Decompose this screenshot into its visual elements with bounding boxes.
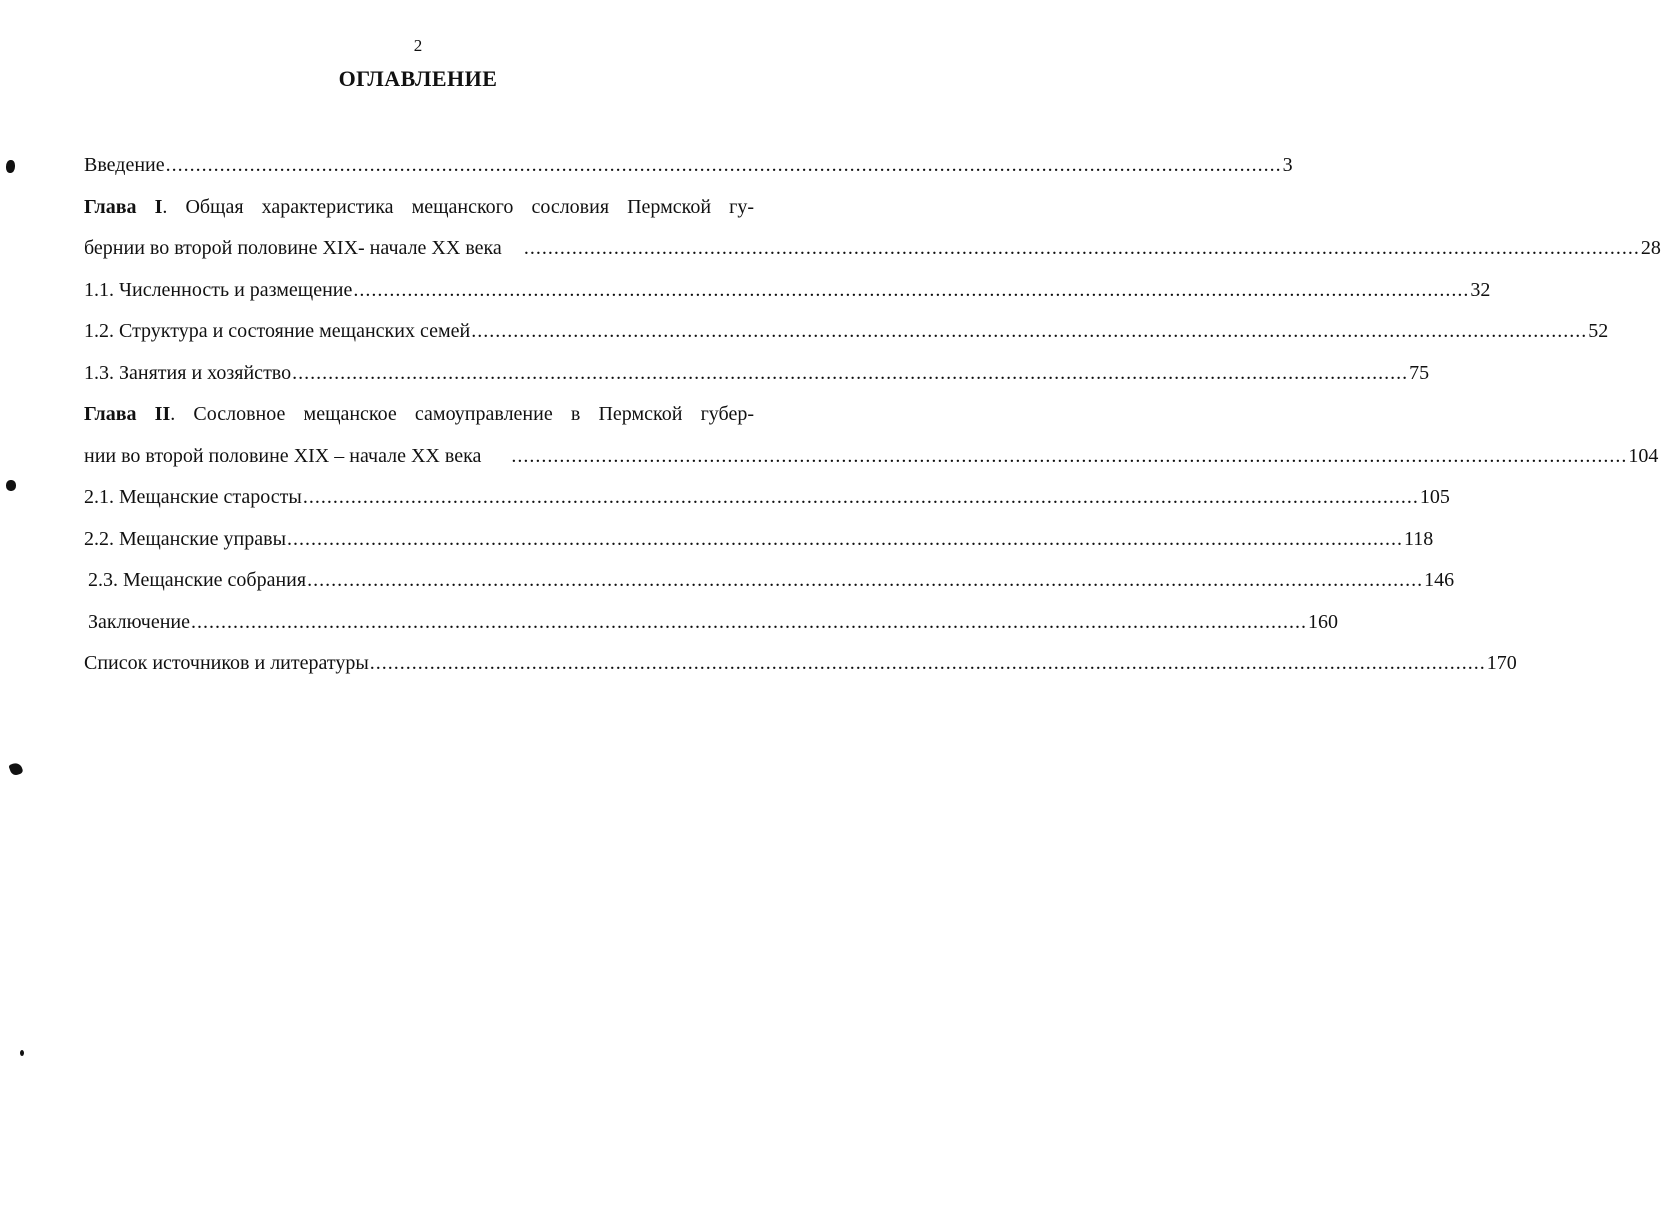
- toc-label: Заключение: [88, 610, 190, 633]
- page-number: 2: [413, 36, 423, 55]
- page-title: ОГЛАВЛЕНИЕ: [338, 66, 498, 91]
- scan-artifact: [20, 1050, 24, 1056]
- toc-label: Введение: [84, 154, 165, 176]
- toc-label: 2.2. Мещанские управы: [84, 527, 287, 550]
- toc-page: 28: [1640, 237, 1661, 259]
- dot-leader: ..........................................................................................................................................................................................: [165, 154, 1282, 176]
- chapter-1-line-1: [84, 187, 754, 229]
- chapter-1-title-end: бернии во второй половине XIX- начале XX века: [84, 237, 502, 259]
- dot-leader: ..........................................................................................................................................................................................: [523, 237, 1640, 259]
- toc-entry-2-3[interactable]: [84, 560, 1455, 602]
- toc-entry-sources[interactable]: [84, 643, 1517, 685]
- toc-entry-chapter-2[interactable]: [84, 394, 1659, 477]
- dot-leader: ..........................................................................................................................................................................................: [191, 610, 1307, 633]
- dot-leader: ..........................................................................................................................................................................................: [511, 444, 1628, 467]
- dot-leader: ..........................................................................................................................................................................................: [287, 527, 1404, 550]
- toc-entry-intro[interactable]: [84, 145, 1293, 187]
- toc-label: Список источников и литературы: [84, 652, 369, 674]
- chapter-2-line-1: [84, 394, 754, 436]
- scan-artifact: [8, 761, 23, 776]
- scan-artifact: [6, 160, 15, 173]
- dot-leader: ..........................................................................................................................................................................................: [471, 320, 1588, 342]
- toc-entry-1-2[interactable]: [84, 311, 1609, 353]
- chapter-1-line-2: [84, 228, 1661, 270]
- toc-page: 32: [1470, 278, 1491, 301]
- toc-entry-2-2[interactable]: [84, 519, 1434, 561]
- chapter-2-prefix: Глава II: [84, 403, 171, 425]
- toc-entry-1-3[interactable]: [84, 353, 1430, 395]
- toc-page: 52: [1588, 320, 1609, 342]
- toc-entry-chapter-1[interactable]: [84, 187, 1661, 270]
- dot-leader: ..........................................................................................................................................................................................: [369, 652, 1486, 674]
- dot-leader: ..........................................................................................................................................................................................: [302, 486, 1419, 508]
- dot-leader: ..........................................................................................................................................................................................: [353, 278, 1470, 301]
- toc-label: 1.2. Структура и состояние мещанских семей: [84, 320, 471, 342]
- toc-page: 118: [1404, 527, 1434, 550]
- chapter-1-title-start: . Общая характеристика мещанского сословия Пермской гу-: [162, 195, 754, 218]
- toc-page: 160: [1308, 610, 1338, 633]
- chapter-2-title-start: . Сословное мещанское самоуправление в Пермской губер-: [170, 403, 754, 425]
- chapter-1-prefix: Глава I: [84, 195, 163, 218]
- chapter-2-line-2: [84, 436, 1659, 478]
- dot-leader: ..........................................................................................................................................................................................: [307, 569, 1424, 591]
- toc-page: 146: [1424, 569, 1455, 591]
- toc-entry-conclusion[interactable]: [84, 602, 1338, 644]
- toc-label: 2.3. Мещанские собрания: [88, 569, 307, 591]
- toc-page: 75: [1409, 361, 1430, 384]
- chapter-2-title-end: нии во второй половине XIX – начале XX века: [84, 444, 482, 467]
- toc-page: 105: [1419, 486, 1450, 508]
- toc-label: 1.3. Занятия и хозяйство: [84, 361, 292, 384]
- toc-label: 2.1. Мещанские старосты: [84, 486, 302, 508]
- toc-page: 170: [1486, 652, 1517, 674]
- toc-entry-1-1[interactable]: [84, 270, 1491, 312]
- table-of-contents: [84, 145, 1661, 685]
- toc-label: 1.1. Численность и размещение: [84, 278, 353, 301]
- toc-page: 3: [1282, 154, 1293, 176]
- toc-page: 104: [1628, 444, 1659, 467]
- toc-entry-2-1[interactable]: [84, 477, 1450, 519]
- scan-artifact: [6, 480, 16, 491]
- dot-leader: ..........................................................................................................................................................................................: [292, 361, 1409, 384]
